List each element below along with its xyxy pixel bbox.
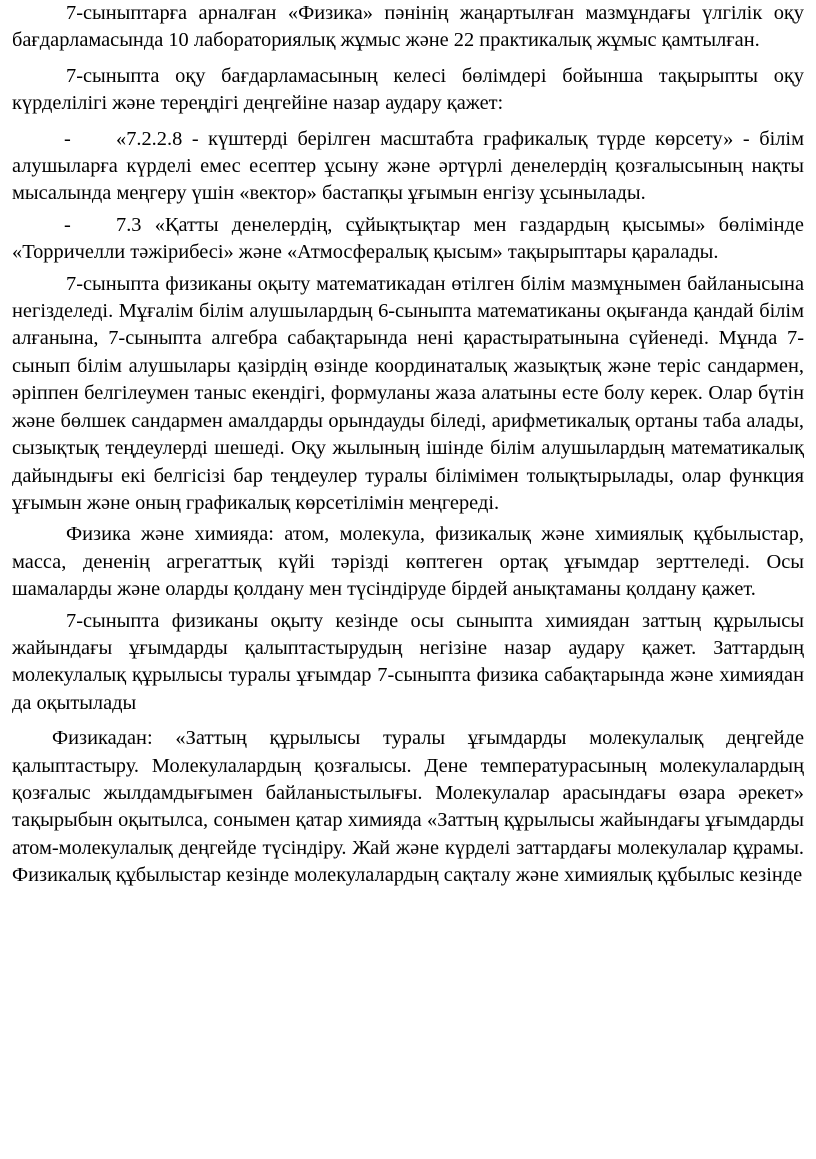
paragraph-molecular-structure: 7-сыныпта физиканы оқыту кезінде осы сыныпта химиядан заттың құрылысы жайындағы ұғымдарды қалыптастырудың негізіне назар аудару қажет. Заттардың молекулалық құрылысы туралы ұғымдар 7-сыныпта физика сабақтарында және химиядан да оқытылады bbox=[12, 609, 804, 714]
paragraph-physics-topics: Физикадан: «Заттың құрылысы туралы ұғымдарды молекулалық деңгейде қалыптастыру. Молекулалардың қозғалысы. Дене температурасының молекулалардың қозғалыс жылдамдығымен байланыстылығы. Молекулалар арасындағы өзара әрекет» тақырыбын оқытылса, сонымен қатар химияда «Заттың құрылысы жайындағы ұғымдарды атом-молекулалық деңгейде түсіндіру. Жай және күрделі заттардағы молекулалар құрамы. Физикалық құбылыстар кезінде молекулалардың сақталу және химиялық құбылыс кезінде bbox=[12, 727, 804, 887]
bullet-item-vector bbox=[12, 126, 804, 208]
paragraph-attention-sections: 7-сыныпта оқу бағдарламасының келесі бөлімдері бойынша тақырыпты оқу күрделілігі және тереңдігі деңгейіне назар аудару қажет: bbox=[12, 64, 804, 115]
bullet-item-pressure bbox=[12, 212, 804, 267]
bullet-text-pressure: 7.3 «Қатты денелердің, сұйықтықтар мен газдардың қысымы» бөлімінде «Торричелли тәжірибесі» және «Атмосфералық қысым» тақырыптары қаралады. bbox=[12, 213, 804, 264]
paragraph-math-connection: 7-сыныпта физиканы оқыту математикадан өтілген білім мазмұнымен байланысына негізделеді. Мұғалім білім алушылардың 6-сыныпта математиканы оқығанда қандай білім алғанына, 7-сыныпта алгебра сабақтарында нені қарастыратынына сүйенеді. Мұнда 7-сынып білім алушылары қазірдің өзінде координаталық жазықтық және теріс сандармен, әріппен белгілеумен таныс екендігі, формуланы жаза алатыны есте болу керек. Олар бүтін және бөлшек сандармен амалдарды орындауды біледі, арифметикалық ортаны таба алады, сызықтық теңдеулерді шешеді. Оқу жылының ішінде білім алушылардың математикалық дайындығы екі белгісізі бар теңдеулер туралы білімімен толықтырылады, олар функция ұғымын және оның графикалық көрсетілімін меңгереді. bbox=[12, 272, 804, 514]
bullet-dash: - bbox=[64, 127, 71, 150]
bullet-text-vector: «7.2.2.8 - күштерді берілген масштабта графикалық түрде көрсету» - білім алушыларға күрделі емес есептер ұсыну және әртүрлі денелердің қозғалысының нақты мысалында меңгеру үшін «вектор» бастапқы ұғымын енгізу ұсынылады. bbox=[12, 127, 804, 205]
bullet-dash: - bbox=[64, 213, 71, 236]
paragraph-curriculum-overview: 7-сыныптарға арналған «Физика» пәнінің жаңартылған мазмұндағы үлгілік оқу бағдарламасында 10 лабораториялық жұмыс және 22 практикалық жұмыс қамтылған. bbox=[12, 2, 804, 52]
paragraph-physics-chemistry: Физика және химияда: атом, молекула, физикалық және химиялық құбылыстар, масса, дененің агрегаттық күйі тәрізді көптеген ортақ ұғымдар зерттеледі. Осы шамаларды және оларды қолдану мен түсіндіруде бірдей анықтаманы қолдану қажет. bbox=[12, 523, 804, 601]
